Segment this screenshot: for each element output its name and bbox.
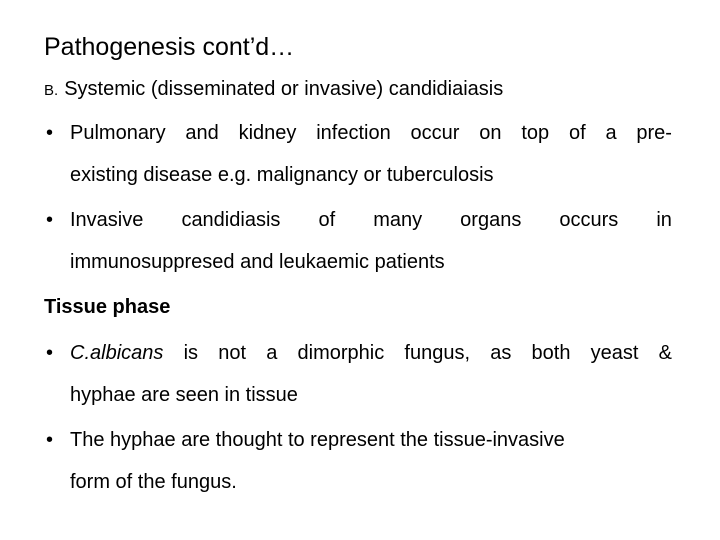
word: dimorphic <box>297 342 385 364</box>
word: is <box>183 342 199 364</box>
word: of <box>568 122 586 144</box>
bullet-line-1 <box>70 207 672 233</box>
bullet-line-2: hyphae are seen in tissue <box>70 384 298 406</box>
word: a <box>266 342 278 364</box>
word: a <box>605 122 617 144</box>
bullet-dot: • <box>46 209 54 231</box>
word: top <box>521 122 550 144</box>
word: organs <box>460 209 522 231</box>
bullet-dot: • <box>46 429 54 451</box>
bullet-line-2: existing disease e.g. malignancy or tuberculosis <box>70 164 494 186</box>
word: pre- <box>636 122 672 144</box>
subtitle-marker: B. <box>44 82 59 99</box>
word: of <box>318 209 336 231</box>
bullet-line-1 <box>70 120 672 146</box>
word: and <box>185 122 219 144</box>
word: many <box>373 209 423 231</box>
word: fungus, <box>404 342 471 364</box>
word: occur <box>410 122 460 144</box>
section-heading: Tissue phase <box>44 296 171 318</box>
bullet-line-2: form of the fungus. <box>70 471 237 493</box>
word: on <box>479 122 502 144</box>
bullet-line-2: immunosuppresed and leukaemic patients <box>70 251 445 273</box>
word: occurs <box>559 209 619 231</box>
bullet-line-1: The hyphae are thought to represent the tissue-invasive <box>70 429 565 451</box>
species-name: C.albicans <box>70 342 164 364</box>
word: in <box>656 209 672 231</box>
word: Invasive <box>70 209 144 231</box>
bullet-dot: • <box>46 122 54 144</box>
subtitle <box>44 76 503 104</box>
word: & <box>658 342 672 364</box>
word: Pulmonary <box>70 122 166 144</box>
slide-title: Pathogenesis cont’d… <box>44 33 295 61</box>
subtitle-text: Systemic (disseminated or invasive) candidiaiasis <box>64 78 504 100</box>
bullet-line-1 <box>70 340 672 366</box>
word: both <box>531 342 571 364</box>
word: not <box>218 342 247 364</box>
bullet-dot: • <box>46 342 54 364</box>
word: infection <box>316 122 391 144</box>
word: yeast <box>590 342 639 364</box>
word: kidney <box>238 122 297 144</box>
word: candidiasis <box>181 209 281 231</box>
word: as <box>490 342 512 364</box>
